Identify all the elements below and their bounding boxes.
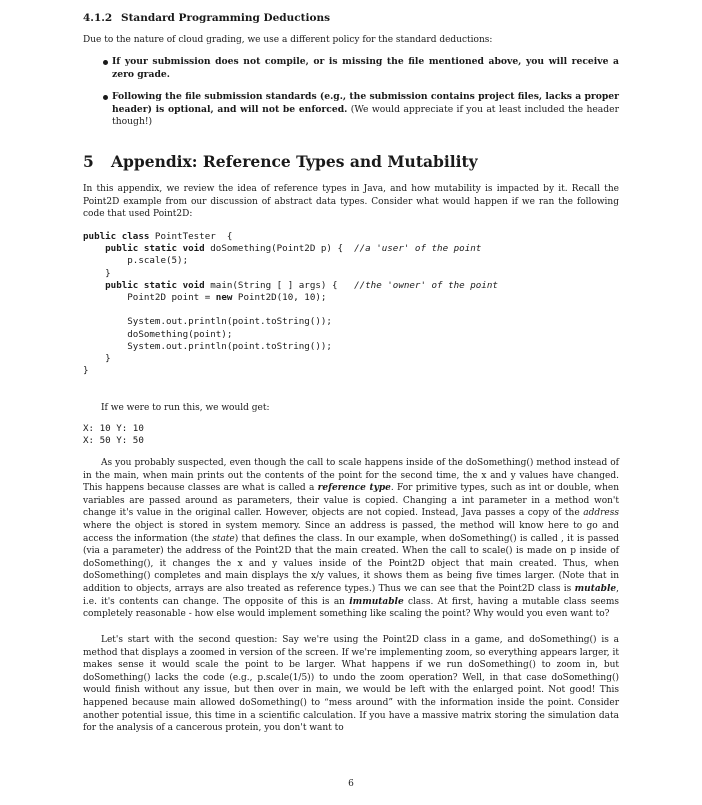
code-line: } <box>105 267 111 279</box>
deduction-list <box>83 56 619 129</box>
code-line: public class PointTester { <box>83 231 233 242</box>
code-comment: //the 'owner' of the point <box>354 279 498 291</box>
deduction-normal: (We would appreciate if you at least included the header though!) <box>112 103 619 128</box>
bullet-icon <box>103 60 108 65</box>
code-line: } <box>83 365 89 377</box>
program-output <box>83 423 144 448</box>
section-title: Appendix: Reference Types and Mutability <box>111 152 478 171</box>
code-line: p.scale(5); <box>127 255 189 267</box>
code-listing <box>83 231 498 377</box>
section-heading <box>83 152 478 171</box>
deduction-bold: If your submission does not compile, or is missing the file mentioned above, you will receive a zero grade. <box>112 56 619 80</box>
code-line: public static void main(String [ ] args) { //the 'owner' of the point <box>105 279 498 291</box>
term-reference-type: reference type <box>317 483 391 494</box>
code-line: Point2D point = new Point2D(10, 10); <box>127 291 327 303</box>
code-comment: //a 'user' of the point <box>354 243 482 255</box>
bullet-icon <box>103 95 108 100</box>
deductions-intro: Due to the nature of cloud grading, we use a different policy for the standard deductions: <box>83 35 493 45</box>
code-line: System.out.println(point.toString()); <box>127 316 332 328</box>
subsection-number: 4.1.2 <box>83 12 113 24</box>
appendix-intro: In this appendix, we review the idea of reference types in Java, and how mutability is impacted by it. Recall the Point2D example from our discussion of abstract data types. Consider what would happen if we ran the following code that used Point2D: <box>83 184 619 220</box>
deduction-bold: Following the file submission standards (e.g., the submission contains project files, lacks a proper header) is optional, and will not be enforced. <box>112 91 619 115</box>
run-text: If we were to run this, we would get: <box>101 403 270 413</box>
second-question-paragraph: Let's start with the second question: Say we're using the Point2D class in a game, and doSomething() is a method that displays a zoomed in version of the screen. If we're implementing zoom, so everything appears larger, it makes sense it would scale the point to be larger. What happens if we run doSomething() to zoom in, but doSomething() lacks the code (e.g., p.scale(1/5)) to undo the zoom operation? Well, in that case doSomething() would finish without any issue, but then over in main, we would be left with the enlarged point. Not good! This happened because main allowed doSomething() to “mess around” with the information inside the point. Consider another potential issue, this time in a scientific calculation. If you have a massive matrix storing the simulation data for the analysis of a cancerous protein, you don't want to <box>83 635 619 734</box>
deduction-item <box>83 56 619 81</box>
explanation-paragraph: As you probably suspected, even though the call to scale happens inside of the doSomething() method instead of in the main, when main prints out the contents of the point for the second time, the x and y values have changed. This happens because classes are what is called a reference type. For primitive types, such as int or double, when variables are passed around as parameters, their value is copied. Changing a int parameter in a method won't change it's value in the original caller. However, objects are not copied. Instead, Java passes a copy of the address where the object is stored in system memory. Since an address is passed, the method will know here to go and access the information (the state) that defines the class. In our example, when doSomething() is called , it is passed (via a parameter) the address of the Point2D that the main created. When the call to scale() is made on p inside of doSomething(), it changes the x and y values inside of the Point2D object that main created. Thus, when doSomething() completes and main displays the x/y values, it shows them as being five times larger. (Note that in addition to objects, arrays are also treated as reference types.) Thus we can see that the Point2D class is mutable, i.e. it's contents can change. The opposite of this is an immutable class. At first, having a mutable class seems completely reasonable - how else would implement something like scaling the point? Why would you even want to? <box>83 458 619 620</box>
page-number: 6 <box>348 779 354 789</box>
term-mutable: mutable <box>574 583 617 594</box>
code-line: doSomething(point); <box>127 328 233 340</box>
term-address: address <box>583 508 619 519</box>
deduction-item <box>83 91 619 129</box>
section-number: 5 <box>83 152 94 171</box>
code-line: public static void doSomething(Point2D p) { //a 'user' of the point <box>105 243 482 255</box>
term-state: state <box>212 533 235 544</box>
subsection-title: Standard Programming Deductions <box>121 12 331 24</box>
output-line: X: 50 Y: 50 <box>83 435 144 447</box>
code-line: } <box>105 352 111 364</box>
code-line: System.out.println(point.toString()); <box>127 340 332 352</box>
subsection-heading <box>83 12 330 24</box>
code-line <box>83 304 498 316</box>
output-line: X: 10 Y: 10 <box>83 423 144 434</box>
term-immutable: immutable <box>349 596 404 607</box>
